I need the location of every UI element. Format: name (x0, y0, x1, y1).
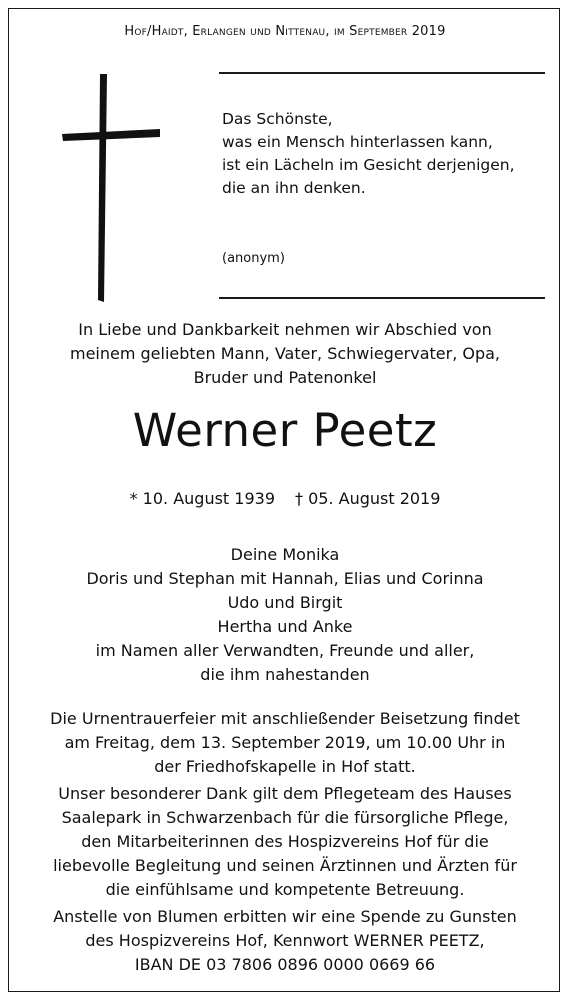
thanks-line: Saalepark in Schwarzenbach für die fürsorgliche Pflege, (61, 808, 509, 827)
quote-rule-top (219, 72, 545, 74)
mourner-line: Hertha und Anke (217, 617, 353, 636)
service-line: der Friedhofskapelle in Hof statt. (154, 757, 416, 776)
service-paragraph (0, 707, 570, 779)
thanks-line: die einfühlsame und kompetente Betreuung. (105, 880, 465, 899)
quote-line: was ein Mensch hinterlassen kann, (222, 133, 493, 151)
service-line: Die Urnentrauerfeier mit anschließender Beisetzung findet (50, 709, 520, 728)
funeral-info (0, 707, 570, 977)
intro-line: In Liebe und Dankbarkeit nehmen wir Abschied von (78, 320, 492, 339)
mourner-line: im Namen aller Verwandten, Freunde und aller, (95, 641, 475, 660)
birth-date: * 10. August 1939 (129, 489, 275, 508)
mourner-line: Deine Monika (230, 545, 340, 564)
intro-line: Bruder und Patenonkel (193, 368, 377, 387)
donation-line: des Hospizvereins Hof, Kennwort WERNER PEETZ, (85, 931, 485, 950)
thanks-line: liebevolle Begleitung und seinen Ärztinnen und Ärzten für (53, 856, 517, 875)
life-dates (0, 487, 570, 511)
place-date-header: Hof/Haidt, Erlangen und Nittenau, im September 2019 (124, 24, 446, 39)
mourner-line: die ihm nahestanden (200, 665, 370, 684)
death-date: † 05. August 2019 (295, 489, 441, 508)
cross-icon (60, 74, 160, 302)
quote-rule-bottom (219, 297, 545, 299)
thanks-line: Unser besonderer Dank gilt dem Pflegeteam des Hauses (58, 784, 512, 803)
intro-line: meinem geliebten Mann, Vater, Schwiegervater, Opa, (69, 344, 501, 363)
intro-text (0, 318, 570, 390)
mourners (0, 543, 570, 687)
quote-line: ist ein Lächeln im Gesicht derjenigen, (222, 156, 515, 174)
thanks-paragraph (0, 782, 570, 902)
donation-line: Anstelle von Blumen erbitten wir eine Spende zu Gunsten (53, 907, 517, 926)
mourner-line: Udo und Birgit (227, 593, 343, 612)
quote-author: (anonym) (222, 251, 285, 266)
quote-line: Das Schönste, (222, 110, 333, 128)
service-line: am Freitag, dem 13. September 2019, um 10.00 Uhr in (64, 733, 506, 752)
quote-line: die an ihn denken. (222, 179, 366, 197)
mourner-line: Doris und Stephan mit Hannah, Elias und Corinna (86, 569, 484, 588)
deceased-name: Werner Peetz (132, 404, 438, 457)
quote (222, 108, 552, 200)
donation-line: IBAN DE 03 7806 0896 0000 0669 66 (134, 955, 436, 974)
donation-paragraph (0, 905, 570, 977)
thanks-line: den Mitarbeiterinnen des Hospizvereins Hof für die (81, 832, 489, 851)
